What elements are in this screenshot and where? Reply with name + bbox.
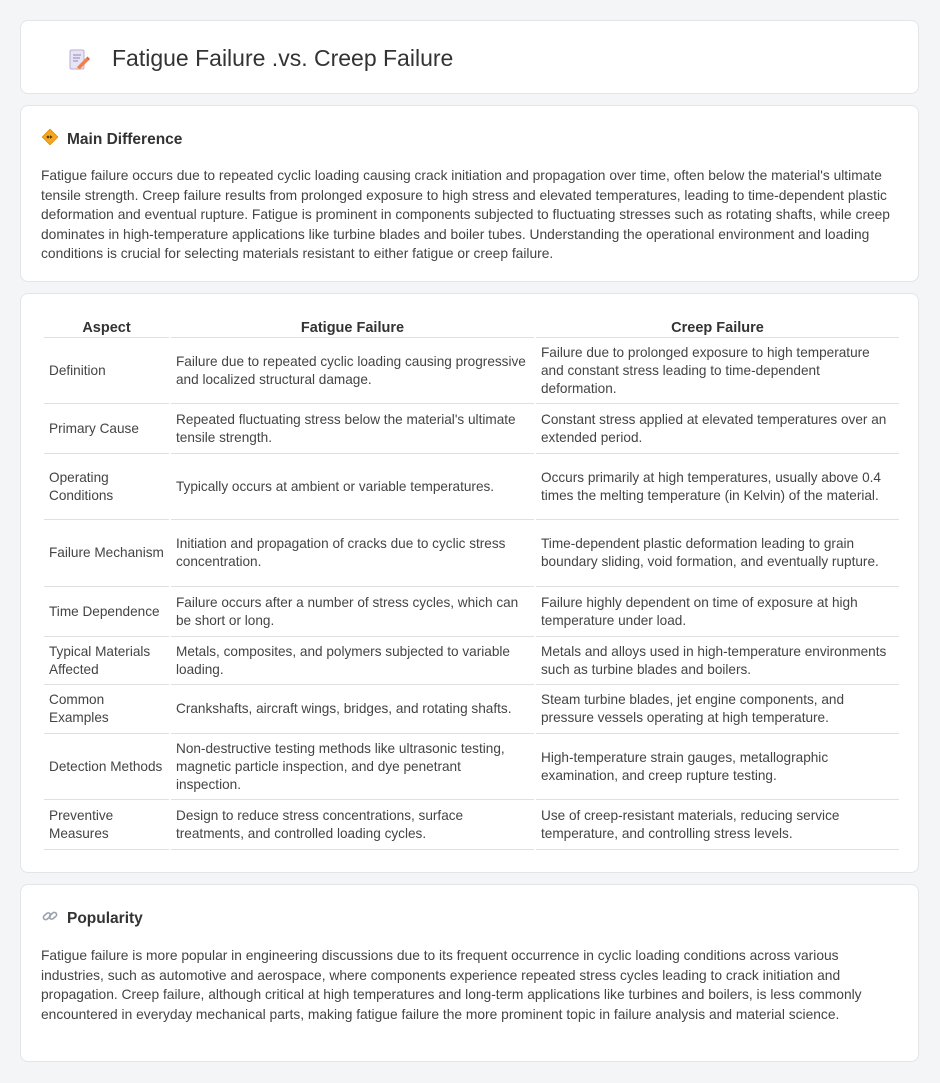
creep-cell: Failure due to prolonged exposure to high temperature and constant stress leading to time-dependent deformation. — [536, 338, 899, 404]
fatigue-cell: Design to reduce stress concentrations, surface treatments, and controlled loading cycles. — [171, 800, 534, 850]
table-row — [44, 587, 899, 637]
fatigue-cell: Repeated fluctuating stress below the material's ultimate tensile strength. — [171, 404, 534, 454]
header-card — [20, 20, 919, 94]
fatigue-cell: Failure due to repeated cyclic loading causing progressive and localized structural damage. — [171, 338, 534, 404]
link-icon — [41, 907, 59, 930]
fatigue-cell: Crankshafts, aircraft wings, bridges, and rotating shafts. — [171, 685, 534, 734]
table-row — [44, 685, 899, 734]
aspect-cell: Operating Conditions — [44, 454, 169, 520]
table-row — [44, 404, 899, 454]
comparison-table — [42, 316, 901, 850]
header-creep: Creep Failure — [536, 316, 899, 338]
fatigue-cell: Non-destructive testing methods like ultrasonic testing, magnetic particle inspection, and dye penetrant inspection. — [171, 734, 534, 800]
fatigue-cell: Initiation and propagation of cracks due to cyclic stress concentration. — [171, 520, 534, 587]
aspect-cell: Detection Methods — [44, 734, 169, 800]
fatigue-cell: Failure occurs after a number of stress cycles, which can be short or long. — [171, 587, 534, 637]
creep-cell: Steam turbine blades, jet engine components, and pressure vessels operating at high temperature. — [536, 685, 899, 734]
fatigue-cell: Typically occurs at ambient or variable temperatures. — [171, 454, 534, 520]
table-header-row — [44, 316, 899, 338]
comparison-table-card — [20, 293, 919, 873]
aspect-cell: Common Examples — [44, 685, 169, 734]
main-difference-heading — [41, 128, 182, 151]
aspect-cell: Time Dependence — [44, 587, 169, 637]
creep-cell: Time-dependent plastic deformation leading to grain boundary sliding, void formation, and eventually rupture. — [536, 520, 899, 587]
header-fatigue: Fatigue Failure — [171, 316, 534, 338]
creep-cell: Constant stress applied at elevated temperatures over an extended period. — [536, 404, 899, 454]
aspect-cell: Failure Mechanism — [44, 520, 169, 587]
aspect-cell: Preventive Measures — [44, 800, 169, 850]
aspect-cell: Primary Cause — [44, 404, 169, 454]
creep-cell: Metals and alloys used in high-temperature environments such as turbine blades and boilers. — [536, 637, 899, 685]
table-row — [44, 800, 899, 850]
main-difference-text: Fatigue failure occurs due to repeated cyclic loading causing crack initiation and propagation over time, often below the material's ultimate tensile strength. Creep failure results from prolonged exposure to high stress and elevated temperatures, leading to time-dependent plastic deformation and eventual rupture. Fatigue is prominent in components subjected to fluctuating stresses such as rotating shafts, while creep dominates in high-temperature applications like turbine blades and boiler tubes. Understanding the operational environment and loading conditions is crucial for selecting materials resistant to either fatigue or creep failure. — [41, 168, 890, 261]
fatigue-cell: Metals, composites, and polymers subjected to variable loading. — [171, 637, 534, 685]
page-title: Fatigue Failure .vs. Creep Failure — [112, 45, 454, 71]
document-edit-icon — [67, 48, 91, 72]
main-difference-title: Main Difference — [67, 130, 183, 148]
table-row — [44, 520, 899, 587]
diamond-sign-icon — [41, 128, 59, 151]
header-aspect: Aspect — [44, 316, 169, 338]
aspect-cell: Typical Materials Affected — [44, 637, 169, 685]
creep-cell: High-temperature strain gauges, metallographic examination, and creep rupture testing. — [536, 734, 899, 800]
popularity-heading — [41, 907, 143, 930]
table-row — [44, 734, 899, 800]
table-row — [44, 338, 899, 404]
table-row — [44, 454, 899, 520]
creep-cell: Failure highly dependent on time of exposure at high temperature under load. — [536, 587, 899, 637]
aspect-cell: Definition — [44, 338, 169, 404]
main-difference-card — [20, 105, 919, 282]
creep-cell: Use of creep-resistant materials, reducing service temperature, and controlling stress levels. — [536, 800, 899, 850]
popularity-text: Fatigue failure is more popular in engineering discussions due to its frequent occurrence in cyclic loading conditions across various industries, such as automotive and aerospace, where components experience repeated stress cycles leading to crack initiation and propagation. Creep failure, although critical at high temperatures and long-term applications like turbines and boilers, is less commonly encountered in everyday mechanical parts, making fatigue failure the more prominent topic in failure analysis and material science. — [41, 948, 862, 1022]
creep-cell: Occurs primarily at high temperatures, usually above 0.4 times the melting temperature (in Kelvin) of the material. — [536, 454, 899, 520]
popularity-card — [20, 884, 919, 1062]
table-row — [44, 637, 899, 685]
popularity-title: Popularity — [67, 909, 143, 927]
